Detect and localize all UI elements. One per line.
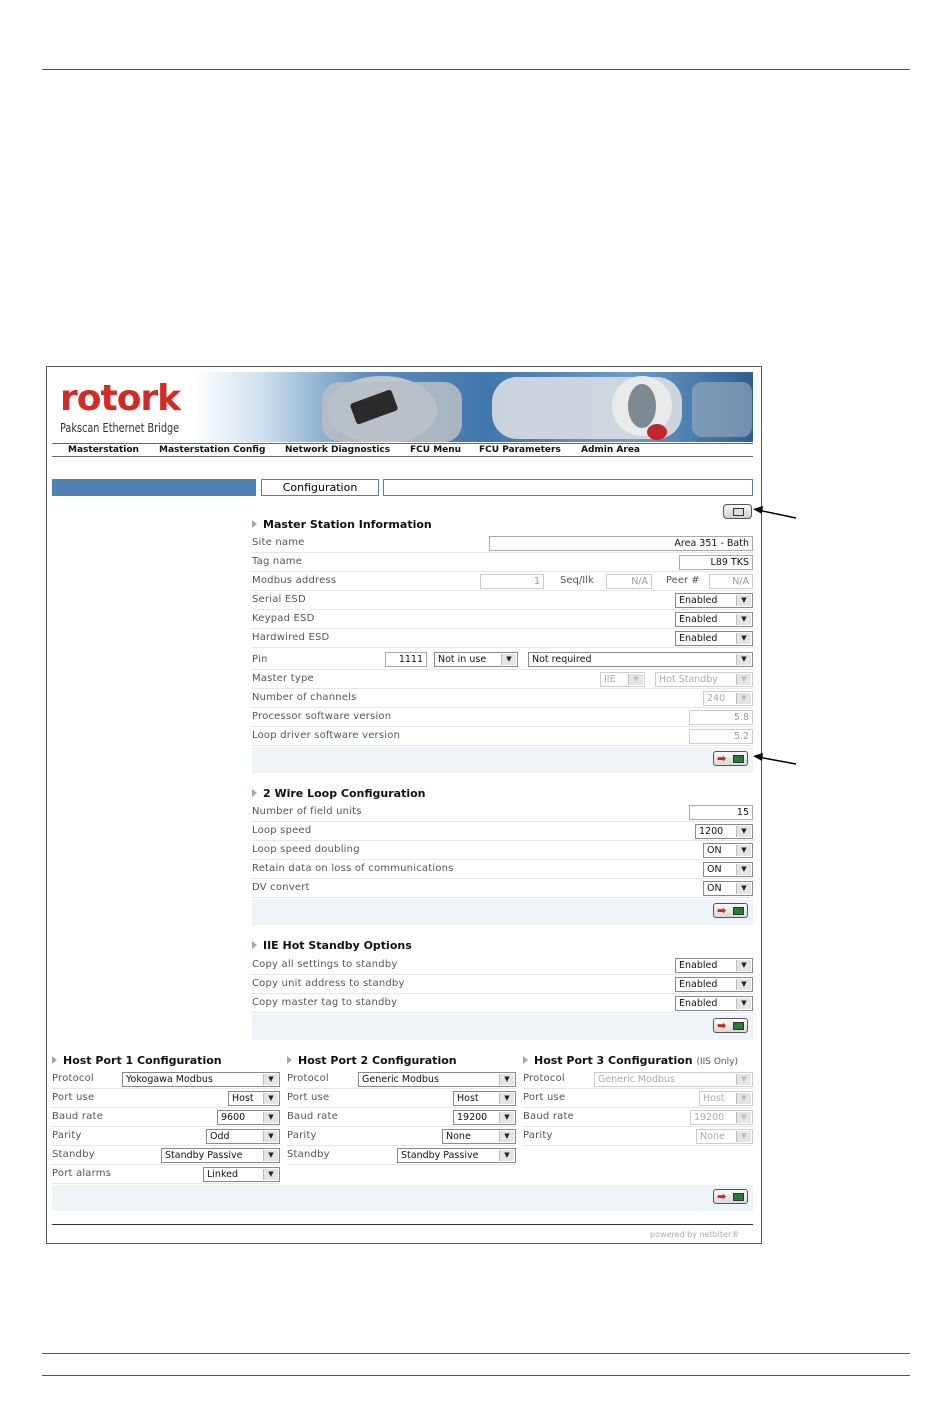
port1-section-title: Host Port 1 Configuration <box>52 1054 222 1067</box>
chevron-down-icon: ▼ <box>736 960 751 971</box>
row-tag-name: Tag name L89 TKS <box>252 553 753 572</box>
rotork-logo: rotork <box>60 378 181 419</box>
keypad-esd-select[interactable]: Enabled ▼ <box>675 612 753 627</box>
print-button[interactable] <box>723 504 752 519</box>
row-p3-protocol: Protocol Generic Modbus ▼ <box>523 1070 753 1089</box>
p2-baud-select[interactable]: 19200 ▼ <box>453 1110 516 1125</box>
row-keypad-esd: Keypad ESD Enabled ▼ <box>252 610 753 629</box>
chevron-down-icon: ▼ <box>736 864 751 875</box>
row-p2-standby: Standby Standby Passive ▼ <box>287 1146 516 1165</box>
pin-required-select[interactable]: Not required ▼ <box>528 652 753 667</box>
dv-convert-select[interactable]: ON ▼ <box>703 881 753 896</box>
callout-arrow-save <box>750 752 810 772</box>
master-mode-select[interactable]: Hot Standby ▼ <box>655 672 753 687</box>
chevron-down-icon: ▼ <box>499 1074 514 1085</box>
p2-port-use-select[interactable]: Host ▼ <box>453 1091 516 1106</box>
tab-bar-empty <box>383 479 753 496</box>
main-nav <box>52 443 753 457</box>
footer-rule <box>52 1224 753 1225</box>
speed-doubling-select[interactable]: ON ▼ <box>703 843 753 858</box>
field-units-input[interactable]: 15 <box>689 805 753 820</box>
row-retain: Retain data on loss of communications ON ▼ <box>252 860 753 879</box>
bottom-rule-2 <box>42 1375 910 1376</box>
row-channels: Number of channels 240 ▼ <box>252 689 753 708</box>
copy-unit-select[interactable]: Enabled ▼ <box>675 977 753 992</box>
row-loop-sw: Loop driver software version 5.2 <box>252 727 753 746</box>
printer-icon <box>733 508 744 516</box>
loop-section-title: 2 Wire Loop Configuration <box>252 787 426 800</box>
row-hardwired-esd: Hardwired ESD Enabled ▼ <box>252 629 753 648</box>
p1-port-use-select[interactable]: Host ▼ <box>228 1091 280 1106</box>
loop-driver-version-field: 5.2 <box>689 729 753 744</box>
actuator-image <box>52 372 753 442</box>
row-speed-doubling: Loop speed doubling ON ▼ <box>252 841 753 860</box>
chevron-down-icon: ▼ <box>263 1074 278 1085</box>
iis-only-note: (IIS Only) <box>696 1057 738 1067</box>
chevron-down-icon: ▼ <box>736 693 751 704</box>
port2-section-title: Host Port 2 Configuration <box>287 1054 457 1067</box>
chevron-down-icon: ▼ <box>499 1112 514 1123</box>
ports-footer <box>52 1185 753 1211</box>
peer-input[interactable]: N/A <box>709 574 753 589</box>
product-subtitle: Pakscan Ethernet Bridge <box>60 421 180 435</box>
chevron-down-icon: ▼ <box>501 654 516 665</box>
p1-baud-select[interactable]: 9600 ▼ <box>217 1110 280 1125</box>
nav-masterstation[interactable]: Masterstation <box>68 445 139 455</box>
chevron-down-icon: ▼ <box>263 1093 278 1104</box>
row-p3-port-use: Port use Host ▼ <box>523 1089 753 1108</box>
monitor-icon <box>733 907 744 915</box>
arrow-right-icon: ➡ <box>717 1190 727 1203</box>
p1-standby-select[interactable]: Standby Passive ▼ <box>161 1148 280 1163</box>
master-section-title: Master Station Information <box>252 518 432 531</box>
chevron-down-icon: ▼ <box>628 674 643 685</box>
tab-configuration[interactable]: Configuration <box>261 479 379 496</box>
chevron-down-icon: ▼ <box>499 1093 514 1104</box>
nav-admin-area[interactable]: Admin Area <box>581 445 640 455</box>
chevron-down-icon: ▼ <box>736 826 751 837</box>
chevron-down-icon: ▼ <box>736 654 751 665</box>
p1-alarms-select[interactable]: Linked ▼ <box>203 1167 280 1182</box>
chevron-down-icon: ▼ <box>736 595 751 606</box>
monitor-icon <box>733 755 744 763</box>
row-dv-convert: DV convert ON ▼ <box>252 879 753 898</box>
row-field-units: Number of field units 15 <box>252 803 753 822</box>
retain-data-select[interactable]: ON ▼ <box>703 862 753 877</box>
chevron-down-icon: ▼ <box>736 1112 751 1123</box>
port3-section-title: Host Port 3 Configuration (IIS Only) <box>523 1054 738 1067</box>
tab-bar <box>52 479 753 496</box>
screenshot-frame <box>46 366 762 1244</box>
loop-speed-select[interactable]: 1200 ▼ <box>695 824 753 839</box>
hardwired-esd-select[interactable]: Enabled ▼ <box>675 631 753 646</box>
row-serial-esd: Serial ESD Enabled ▼ <box>252 591 753 610</box>
copy-all-select[interactable]: Enabled ▼ <box>675 958 753 973</box>
chevron-down-icon: ▼ <box>736 979 751 990</box>
row-p2-baud: Baud rate 19200 ▼ <box>287 1108 516 1127</box>
header-banner <box>52 372 753 442</box>
row-p2-port-use: Port use Host ▼ <box>287 1089 516 1108</box>
loop-save-button[interactable] <box>713 903 748 918</box>
p2-standby-select[interactable]: Standby Passive ▼ <box>397 1148 516 1163</box>
chevron-down-icon: ▼ <box>263 1150 278 1161</box>
p1-parity-select[interactable]: Odd ▼ <box>206 1129 280 1144</box>
copy-tag-select[interactable]: Enabled ▼ <box>675 996 753 1011</box>
monitor-icon <box>733 1022 744 1030</box>
row-pin: Pin 1111 Not in use ▼ Not required ▼ <box>252 649 753 670</box>
seq-ilk-input[interactable]: N/A <box>606 574 652 589</box>
pin-input[interactable]: 1111 <box>385 652 427 667</box>
processor-version-field: 5.8 <box>689 710 753 725</box>
row-p1-standby: Standby Standby Passive ▼ <box>52 1146 280 1165</box>
row-copy-all: Copy all settings to standby Enabled ▼ <box>252 956 753 975</box>
standby-section-title: IIE Hot Standby Options <box>252 939 412 952</box>
row-site-name: Site name Area 351 - Bath <box>252 534 753 553</box>
modbus-address-input[interactable]: 1 <box>480 574 544 589</box>
p2-parity-select[interactable]: None ▼ <box>442 1129 516 1144</box>
master-type-select[interactable]: IIE ▼ <box>600 672 645 687</box>
chevron-down-icon: ▼ <box>736 1074 751 1085</box>
row-p1-protocol: Protocol Yokogawa Modbus ▼ <box>52 1070 280 1089</box>
row-modbus: Modbus address 1 Seq/Ilk N/A Peer # N/A <box>252 572 753 591</box>
chevron-down-icon: ▼ <box>736 883 751 894</box>
row-master-type: Master type IIE ▼ Hot Standby ▼ <box>252 670 753 689</box>
row-proc-sw: Processor software version 5.8 <box>252 708 753 727</box>
callout-arrow-print <box>750 504 810 524</box>
row-p2-parity: Parity None ▼ <box>287 1127 516 1146</box>
chevron-down-icon: ▼ <box>736 1131 751 1142</box>
p2-protocol-select[interactable]: Generic Modbus ▼ <box>358 1072 516 1087</box>
loop-footer <box>252 899 753 925</box>
arrow-right-icon: ➡ <box>717 904 727 917</box>
chevron-down-icon: ▼ <box>736 998 751 1009</box>
chevron-down-icon: ▼ <box>263 1131 278 1142</box>
arrow-right-icon: ➡ <box>717 752 727 765</box>
tag-name-input[interactable]: L89 TKS <box>679 555 753 570</box>
chevron-down-icon: ▼ <box>263 1112 278 1123</box>
p3-protocol-select[interactable]: Generic Modbus ▼ <box>594 1072 753 1087</box>
top-rule <box>42 69 910 70</box>
row-copy-tag: Copy master tag to standby Enabled ▼ <box>252 994 753 1013</box>
chevron-down-icon: ▼ <box>499 1131 514 1142</box>
row-p3-parity: Parity None ▼ <box>523 1127 753 1146</box>
pin-use-select[interactable]: Not in use ▼ <box>434 652 518 667</box>
row-p1-port-use: Port use Host ▼ <box>52 1089 280 1108</box>
nav-fcu-parameters[interactable]: FCU Parameters <box>479 445 561 455</box>
site-name-input[interactable]: Area 351 - Bath <box>489 536 753 551</box>
row-p1-parity: Parity Odd ▼ <box>52 1127 280 1146</box>
row-copy-unit: Copy unit address to standby Enabled ▼ <box>252 975 753 994</box>
chevron-down-icon: ▼ <box>736 614 751 625</box>
p3-baud-select[interactable]: 19200 ▼ <box>690 1110 753 1125</box>
p3-port-use-select[interactable]: Host ▼ <box>699 1091 753 1106</box>
master-footer <box>252 747 753 773</box>
channels-select[interactable]: 240 ▼ <box>703 691 753 706</box>
monitor-icon <box>733 1193 744 1201</box>
standby-footer <box>252 1014 753 1040</box>
row-p1-alarms: Port alarms Linked ▼ <box>52 1165 280 1184</box>
row-p1-baud: Baud rate 9600 ▼ <box>52 1108 280 1127</box>
p3-parity-select[interactable]: None ▼ <box>696 1129 753 1144</box>
row-p3-baud: Baud rate 19200 ▼ <box>523 1108 753 1127</box>
chevron-down-icon: ▼ <box>736 633 751 644</box>
chevron-down-icon: ▼ <box>736 1093 751 1104</box>
tab-bar-fill <box>52 479 256 496</box>
master-save-button[interactable] <box>713 751 748 766</box>
chevron-down-icon: ▼ <box>736 674 751 685</box>
arrow-right-icon: ➡ <box>717 1019 727 1032</box>
nav-fcu-menu[interactable]: FCU Menu <box>410 445 462 455</box>
nav-network-diagnostics[interactable]: Network Diagnostics <box>285 445 391 455</box>
chevron-down-icon: ▼ <box>263 1169 278 1180</box>
row-loop-speed: Loop speed 1200 ▼ <box>252 822 753 841</box>
serial-esd-select[interactable]: Enabled ▼ <box>675 593 753 608</box>
bottom-rule-1 <box>42 1353 910 1354</box>
nav-masterstation-config[interactable]: Masterstation Config <box>159 445 266 455</box>
powered-by: powered by netbiter® <box>650 1230 740 1239</box>
ports-save-button[interactable] <box>713 1189 748 1204</box>
chevron-down-icon: ▼ <box>736 845 751 856</box>
row-p2-protocol: Protocol Generic Modbus ▼ <box>287 1070 516 1089</box>
standby-save-button[interactable] <box>713 1018 748 1033</box>
chevron-down-icon: ▼ <box>499 1150 514 1161</box>
p1-protocol-select[interactable]: Yokogawa Modbus ▼ <box>122 1072 280 1087</box>
